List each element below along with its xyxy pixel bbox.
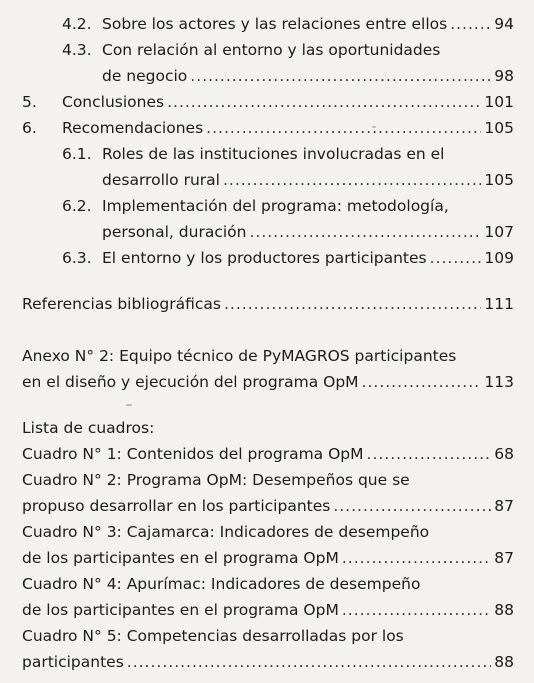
toc-title: Referencias bibliográficas xyxy=(22,295,221,313)
dot-leader xyxy=(206,118,481,138)
toc-entry-annex[interactable] xyxy=(22,346,514,366)
dot-leader xyxy=(342,600,491,620)
dot-leader xyxy=(342,548,491,568)
toc-entry-6-2[interactable] xyxy=(62,196,514,216)
dot-leader xyxy=(167,92,481,112)
toc-page-number: 105 xyxy=(484,119,514,137)
toc-number: 6. xyxy=(22,119,37,137)
dot-leader xyxy=(367,444,492,464)
toc-title-cont: de negocio xyxy=(102,67,188,85)
toc-entry-5[interactable] xyxy=(22,92,514,112)
toc-number: 4.3. xyxy=(62,41,92,59)
toc-number: 6.1. xyxy=(62,145,92,163)
toc-page-number: 98 xyxy=(494,67,514,85)
toc-page-number: 87 xyxy=(494,497,514,515)
dot-leader xyxy=(127,652,491,672)
toc-page-number: 101 xyxy=(484,93,514,111)
dot-leader xyxy=(224,294,481,314)
toc-page-number: 87 xyxy=(494,549,514,567)
toc-page-number: 105 xyxy=(484,171,514,189)
toc-entry-6-1[interactable] xyxy=(62,144,514,164)
toc-number: 6.2. xyxy=(62,197,92,215)
toc-entry-4-2[interactable] xyxy=(62,14,514,34)
toc-page-number: 107 xyxy=(484,223,514,241)
dot-leader xyxy=(249,222,481,242)
dot-leader xyxy=(333,496,491,516)
toc-title-cont: participantes xyxy=(22,653,124,671)
toc-entry-4-3[interactable] xyxy=(62,40,514,60)
dot-leader xyxy=(450,14,491,34)
table-entry-4-cont[interactable] xyxy=(22,600,514,620)
table-entry-5[interactable] xyxy=(22,626,514,646)
scan-speck xyxy=(372,126,376,128)
toc-title-cont: personal, duración xyxy=(102,223,247,241)
dot-leader xyxy=(190,66,491,86)
toc-title-cont: en el diseño y ejecución del programa OpM xyxy=(22,373,359,391)
table-entry-3-cont[interactable] xyxy=(22,548,514,568)
toc-title-cont: propuso desarrollar en los participantes xyxy=(22,497,331,515)
table-entry-1[interactable] xyxy=(22,444,514,464)
toc-entry-annex-cont[interactable] xyxy=(22,372,514,392)
toc-number: 4.2. xyxy=(62,15,92,33)
toc-title-cont: de los participantes en el programa OpM xyxy=(22,601,339,619)
toc-title: Implementación del programa: metodología, xyxy=(102,197,449,215)
toc-title: Conclusiones xyxy=(62,93,165,111)
section-heading: Lista de cuadros: xyxy=(22,419,155,437)
table-entry-3[interactable] xyxy=(22,522,514,542)
toc-title-cont: desarrollo rural xyxy=(102,171,220,189)
toc-title: Sobre los actores y las relaciones entre ellos xyxy=(102,15,448,33)
toc-title: Con relación al entorno y las oportunidades xyxy=(102,41,441,59)
toc-title: Cuadro N° 1: Contenidos del programa OpM xyxy=(22,445,364,463)
toc-title: Anexo N° 2: Equipo técnico de PyMAGROS participantes xyxy=(22,347,457,365)
dot-leader xyxy=(362,372,482,392)
toc-page-number: 68 xyxy=(494,445,514,463)
toc-entry-4-3-cont[interactable] xyxy=(102,66,514,86)
toc-page-number: 88 xyxy=(494,601,514,619)
toc-page-number: 111 xyxy=(484,295,514,313)
dot-leader xyxy=(430,248,482,268)
dot-leader xyxy=(223,170,481,190)
table-entry-5-cont[interactable] xyxy=(22,652,514,672)
tables-heading xyxy=(22,418,514,438)
toc-page-number: 94 xyxy=(494,15,514,33)
toc-title: Cuadro N° 5: Competencias desarrolladas por los xyxy=(22,627,404,645)
toc-page-number: 109 xyxy=(484,249,514,267)
toc-title: Cuadro N° 2: Programa OpM: Desempeños que se xyxy=(22,471,410,489)
toc-page-number: 113 xyxy=(484,373,514,391)
toc-number: 5. xyxy=(22,93,37,111)
table-entry-4[interactable] xyxy=(22,574,514,594)
toc-title-cont: de los participantes en el programa OpM xyxy=(22,549,339,567)
toc-title: Roles de las instituciones involucradas en el xyxy=(102,145,445,163)
table-entry-2-cont[interactable] xyxy=(22,496,514,516)
toc-title: El entorno y los productores participantes xyxy=(102,249,427,267)
toc-entry-references[interactable] xyxy=(22,294,514,314)
table-entry-2[interactable] xyxy=(22,470,514,490)
toc-title: Cuadro N° 3: Cajamarca: Indicadores de desempeño xyxy=(22,523,430,541)
toc-entry-6-3[interactable] xyxy=(62,248,514,268)
toc-title: Recomendaciones xyxy=(62,119,204,137)
toc-entry-6-1-cont[interactable] xyxy=(102,170,514,190)
toc-page-number: 88 xyxy=(494,653,514,671)
toc-entry-6[interactable] xyxy=(22,118,514,138)
toc-title: Cuadro N° 4: Apurímac: Indicadores de desempeño xyxy=(22,575,421,593)
toc-entry-6-2-cont[interactable] xyxy=(102,222,514,242)
scan-speck xyxy=(126,404,132,406)
toc-number: 6.3. xyxy=(62,249,92,267)
